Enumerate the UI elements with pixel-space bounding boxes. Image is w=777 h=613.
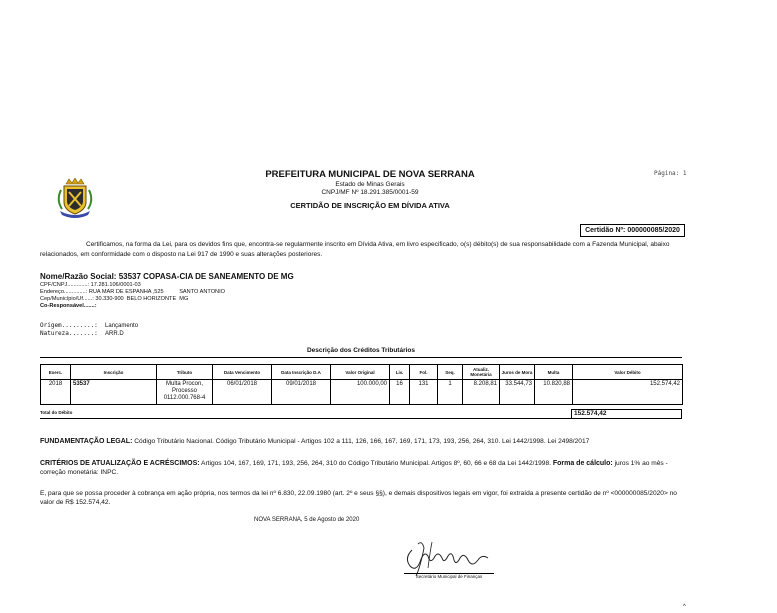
- col-header: Liv.: [390, 365, 410, 380]
- coresp-label: Co-Responsável.......:: [40, 303, 97, 309]
- address-value: RUA MAR DE ESPANHA ,525: [88, 289, 164, 295]
- col-header: Atualiz. Monetária: [463, 365, 500, 380]
- cpf-value: 17.281.106/0001-03: [90, 282, 141, 288]
- coresp-row: [40, 303, 97, 310]
- credits-divider: [40, 357, 682, 358]
- col-header: Fol.: [410, 365, 438, 380]
- address-row: [40, 289, 225, 296]
- origem-label: Origem.........:: [40, 322, 98, 329]
- cell-inscricao-da: 09/01/2018: [272, 380, 331, 405]
- cell-valor-debito: 152.574,42: [573, 380, 683, 405]
- cep-label: Cep/Município/Uf......:: [40, 296, 94, 302]
- criterios-paragraph: [40, 459, 682, 477]
- cpf-row: [40, 282, 141, 289]
- natureza-value: ARR.D: [105, 331, 124, 337]
- cell-tributo: Multa Procon, Processo 0112.000.768-4: [157, 380, 213, 405]
- corner-mark: ^: [683, 604, 686, 610]
- document-title: CERTIDÃO DE INSCRIÇÃO EM DÍVIDA ATIVA: [290, 201, 450, 210]
- cell-juros: 33.544,73: [500, 380, 535, 405]
- taxpayer-name: Nome/Razão Social: 53537 COPASA-CIA DE SANEAMENTO DE MG: [40, 272, 294, 281]
- closing-paragraph: E, para que se possa proceder à cobrança em ação própria, nos termos da lei nº 6.830, 22.09.1980 (art. 2º e seus §§), e demais dispositivos legais em vigor, foi extraída a presente certidão de nº <000000085/2020> no valor de R$ 152.574,42.: [40, 490, 677, 506]
- intro-paragraph: Certificamos, na forma da Lei, para os devidos fins que, encontra-se regularmente inscrito em Dívida Ativa, em livro especificado, o(s) débito(s) de sua responsabilidade com a Fazenda Municipal, abaixo relacionados, em conformidade com o disposto na Lei 917 de 1990 e suas alterações posteriores.: [40, 241, 670, 258]
- col-header: Multa: [535, 365, 573, 380]
- origem-value: Lançamento: [105, 323, 139, 329]
- criterios-label: CRITÉRIOS DE ATUALIZAÇÃO E ACRÉSCIMOS:: [40, 460, 200, 467]
- cell-vencimento: 06/01/2018: [213, 380, 272, 405]
- calc-text: juros 1% ao mês - correção monetária: INPC.: [40, 460, 668, 476]
- page-number: Página: 1: [654, 170, 687, 177]
- col-header: Juros de Mora: [500, 365, 535, 380]
- district-value: SANTO ANTONIO: [179, 289, 225, 295]
- calc-label: Forma de cálculo:: [552, 460, 613, 467]
- cell-fol: 131: [410, 380, 438, 405]
- natureza-row: [40, 330, 124, 337]
- cell-multa: 10.820,88: [535, 380, 573, 405]
- col-header: Tributo: [157, 365, 213, 380]
- col-header: Seq.: [438, 365, 463, 380]
- cell-exerc: 2018: [41, 380, 71, 405]
- table-row: [41, 380, 683, 405]
- criterios-text: Artigos 104, 167, 169, 171, 193, 256, 264, 310 do Código Tributário Municipal. Artigos 8º, 60, 66 e 68 da Lei 1442/1998.: [201, 460, 551, 467]
- signature: [398, 538, 498, 578]
- total-divider: [40, 418, 682, 419]
- org-cnpj: CNPJ/MF Nº 18.291.385/0001-59: [321, 189, 419, 196]
- natureza-label: Natureza.......:: [40, 330, 98, 337]
- origem-row: [40, 322, 138, 329]
- col-header: Valor Débito: [573, 365, 683, 380]
- fundamentacao-label: FUNDAMENTAÇÃO LEGAL:: [40, 438, 133, 445]
- fundamentacao-text: Código Tributário Nacional. Código Tributário Municipal - Artigos 102 a 111, 126, 166, 167, 169, 171, 173, 193, 256, 264, 310. Lei 1442/1998. Lei 2498/2017: [134, 438, 590, 445]
- cpf-label: CPF/CNPJ.............:: [40, 282, 90, 288]
- credits-header-row: [41, 365, 683, 380]
- signature-caption: Secretário Municipal de Finanças: [415, 574, 483, 579]
- cell-atualiz: 8.208,81: [463, 380, 500, 405]
- col-header: Data Vencimento: [213, 365, 272, 380]
- col-header: Data Inscrição D.A: [272, 365, 331, 380]
- fundamentacao-paragraph: [40, 437, 682, 446]
- state-name: Estado de Minas Gerais: [335, 181, 405, 188]
- cell-valor-original: 100.000,00: [331, 380, 390, 405]
- cell-inscricao: 53537: [71, 380, 157, 405]
- col-header: Inscrição: [71, 365, 157, 380]
- cell-liv: 16: [390, 380, 410, 405]
- city-date: NOVA SERRANA, 5 de Agosto de 2020: [254, 517, 360, 523]
- cell-seq: 1: [438, 380, 463, 405]
- coat-of-arms-logo: [52, 178, 98, 220]
- total-value: 152.574,42: [571, 409, 682, 419]
- credits-title: Descrição dos Créditos Tributários: [306, 347, 415, 354]
- total-label: Total do Débito: [40, 410, 73, 415]
- certificate-number: Certidão Nº: 000000085/2020: [580, 224, 685, 237]
- org-name: PREFEITURA MUNICIPAL DE NOVA SERRANA: [265, 169, 475, 180]
- address-label: Endereço..............:: [40, 289, 88, 295]
- col-header: Exerc.: [41, 365, 71, 380]
- col-header: Valor Original: [331, 365, 390, 380]
- cep-value: 30.330-900 BELO HORIZONTE MG: [95, 296, 189, 302]
- credits-table: [40, 364, 683, 405]
- cep-row: [40, 296, 188, 303]
